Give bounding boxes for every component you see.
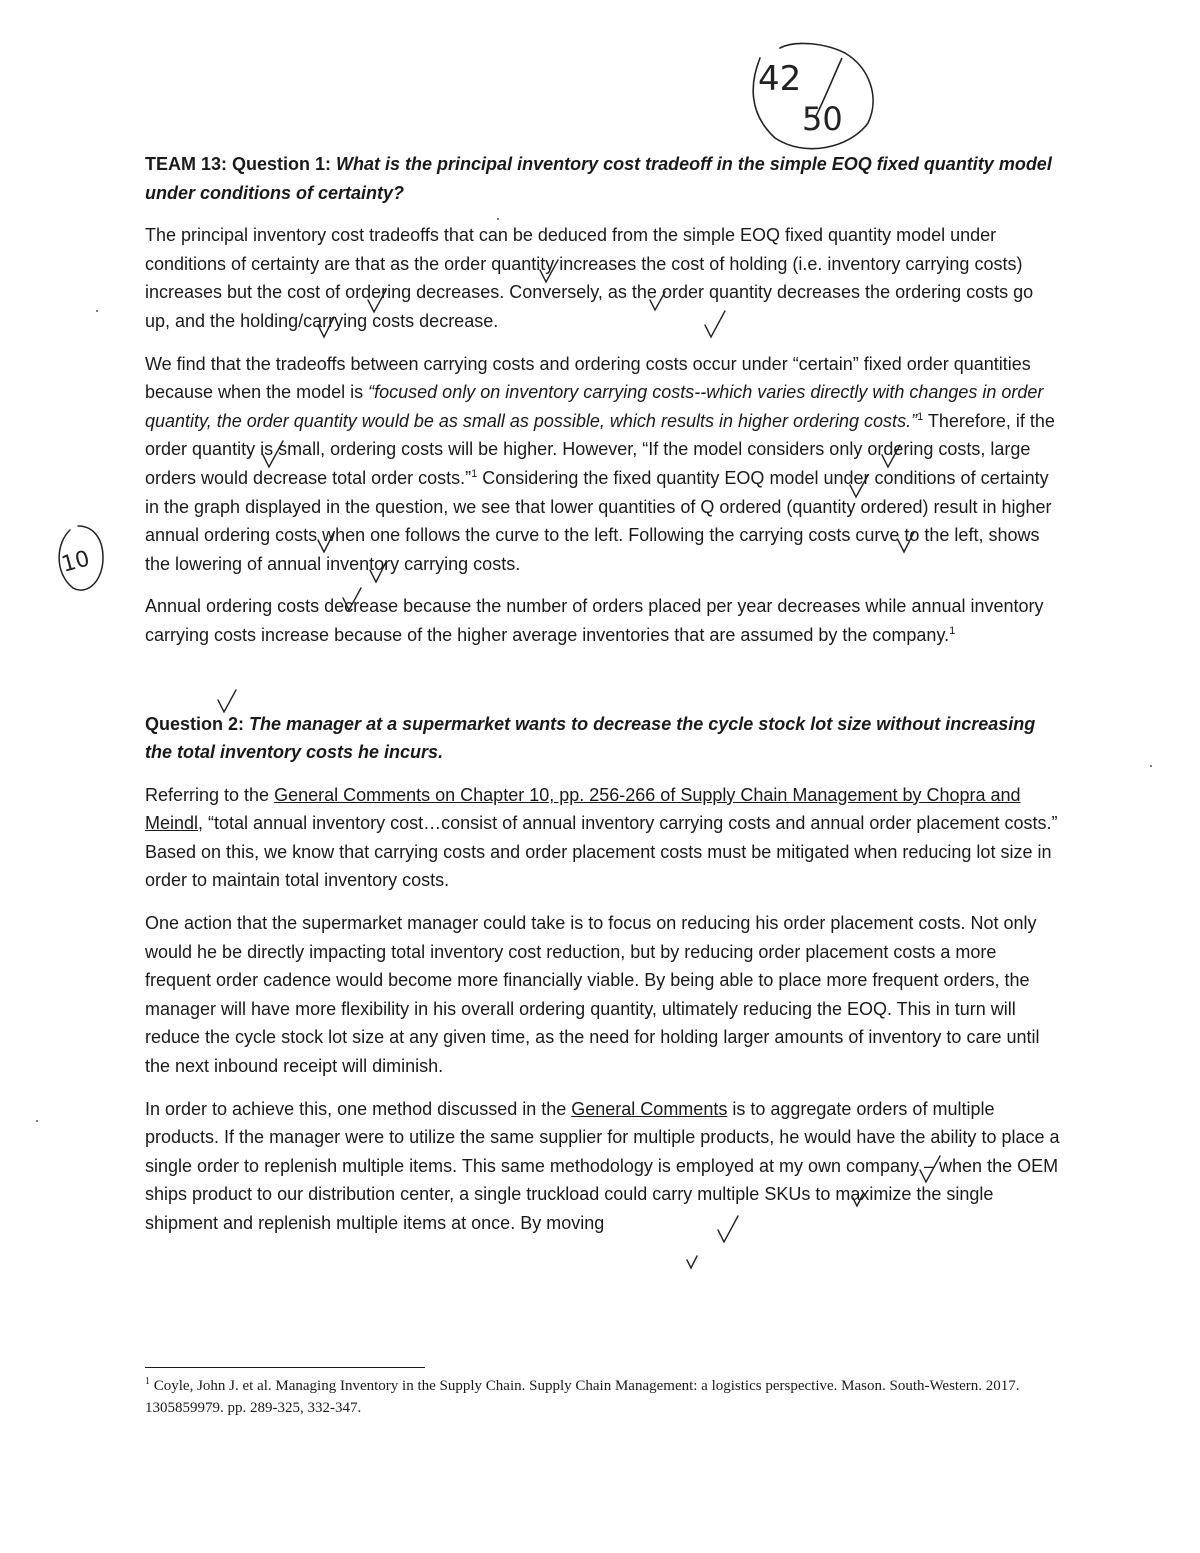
q2-paragraph-3 [145, 1095, 1063, 1238]
q2-p1-intro: Referring to the [145, 784, 275, 805]
footnote-marker: 1 [145, 1376, 150, 1387]
score-denominator: 50 [802, 100, 843, 138]
q2-p1-rest: , “total annual inventory cost…consist of annual inventory carrying costs and annual order placement costs.” Based on this, we know that carrying costs and order placement costs must be mitigated when reducing lot size in order to maintain total inventory costs. [145, 813, 1058, 891]
question-2-heading [145, 710, 1063, 767]
footnote-ref: 1 [471, 467, 478, 480]
footnote-ref: 1 [917, 410, 924, 423]
question-1-heading [145, 150, 1063, 207]
q2-p3-reference: General Comments [571, 1098, 728, 1119]
q1-p2-quote: “focused only on inventory carrying costs--which varies directly with changes in order quantity, the order quantity would be as small as possible, which results in higher ordering costs.” [145, 382, 1044, 431]
section-spacer [145, 664, 1063, 710]
question-2-text: The manager at a supermarket wants to decrease the cycle stock lot size without increasing the total inventory costs he incurs. [145, 713, 1036, 763]
section-score-value: 10 [58, 546, 93, 578]
q1-p2-end: Considering the fixed quantity EOQ model under conditions of certainty in the graph displayed in the question, we see that lower quantities of Q ordered (quantity ordered) result in higher annual ordering costs when one follows the curve to the left. Following the carrying costs curve to the left, shows the lowering of annual inventory carrying costs. [145, 467, 1052, 574]
q2-p3-rest: is to aggregate orders of multiple products. If the manager were to utilize the same supplier for multiple products, he would have the ability to place a single order to replenish multiple items. This same methodology is employed at my own company – when the OEM ships product to our distribution center, a single truckload could carry multiple SKUs to maximize the single shipment and replenish multiple items at once. By moving [145, 1098, 1060, 1233]
q2-paragraph-2: One action that the supermarket manager could take is to focus on reducing his order placement costs. Not only would he be directly impacting total inventory cost reduction, but by reducing order placement costs a more frequent order cadence would become more financially viable. By being able to place more frequent orders, the manager will have more flexibility in his overall ordering quantity, ultimately reducing the EOQ. This in turn will reduce the cycle stock lot size at any given time, as the need for holding larger amounts of inventory to care until the next inbound receipt will diminish. [145, 913, 1040, 1077]
q1-paragraph-2 [145, 350, 1063, 579]
footnote [145, 1375, 1065, 1419]
handwritten-score-mark [720, 28, 880, 158]
question-1-label: TEAM 13: Question 1: [145, 154, 332, 174]
q2-p3-intro: In order to achieve this, one method discussed in the [145, 1098, 572, 1119]
scan-speck [36, 1120, 38, 1122]
footnote-ref: 1 [949, 624, 956, 637]
question-1-text: What is the principal inventory cost tradeoff in the simple EOQ fixed quantity model under conditions of certainty? [145, 154, 1052, 203]
score-numerator: 42 [758, 59, 802, 99]
footnote-text: Coyle, John J. et al. Managing Inventory in the Supply Chain. Supply Chain Management: a logistics perspective. Mason. South-Western. 2017. 1305859979. pp. 289-325, 332-347. [145, 1378, 1020, 1416]
scan-speck [96, 310, 98, 312]
q1-paragraph-3 [145, 592, 1063, 649]
q2-p1-reference: General Comments on Chapter 10, pp. 256-266 of Supply Chain Management by Chopra and Meindl [145, 784, 1021, 834]
q1-p2-intro: We find that the tradeoffs between carrying costs and ordering costs occur under “certain” fixed order quantities because when the model is [145, 353, 1031, 403]
footnote-divider [145, 1367, 425, 1368]
document-body [145, 150, 1063, 1252]
q2-paragraph-1 [145, 781, 1063, 895]
question-2-label: Question 2: [145, 713, 245, 734]
handwritten-section-score [48, 518, 108, 598]
q1-p3-text: Annual ordering costs decrease because the number of orders placed per year decreases while annual inventory carrying costs increase because of the higher average inventories that are assumed by the company. [145, 596, 1044, 645]
scan-speck [1150, 765, 1152, 767]
q1-paragraph-1: The principal inventory cost tradeoffs that can be deduced from the simple EOQ fixed quantity model under conditions of certainty are that as the order quantity increases the cost of holding (i.e. inventory carrying costs) increases but the cost of ordering decreases. Conversely, as the order quantity decreases the ordering costs go up, and the holding/carrying costs decrease. [145, 225, 1034, 331]
q1-p2-middle: Therefore, if the order quantity is small, ordering costs will be higher. However, “If the model considers only ordering costs, large orders would decrease total order costs.” [145, 410, 1055, 488]
